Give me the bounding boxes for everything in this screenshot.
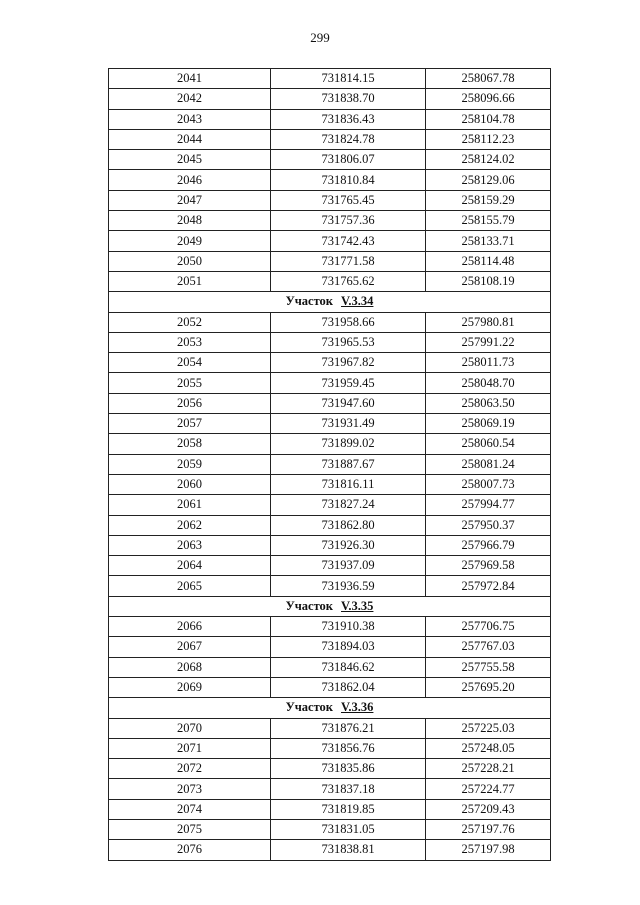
y-coordinate-cell: 257767.03 <box>426 637 551 657</box>
y-coordinate-cell: 258108.19 <box>426 271 551 291</box>
point-number-cell: 2057 <box>109 414 271 434</box>
x-coordinate-cell: 731887.67 <box>271 454 426 474</box>
y-coordinate-cell: 258155.79 <box>426 211 551 231</box>
point-number-cell: 2072 <box>109 759 271 779</box>
y-coordinate-cell: 258104.78 <box>426 109 551 129</box>
x-coordinate-cell: 731838.70 <box>271 89 426 109</box>
x-coordinate-cell: 731814.15 <box>271 69 426 89</box>
point-number-cell: 2060 <box>109 474 271 494</box>
section-label: Участок <box>285 294 334 309</box>
table-row <box>109 170 551 190</box>
x-coordinate-cell: 731827.24 <box>271 495 426 515</box>
point-number-cell: 2042 <box>109 89 271 109</box>
y-coordinate-cell: 257980.81 <box>426 312 551 332</box>
x-coordinate-cell: 731856.76 <box>271 738 426 758</box>
x-coordinate-cell: 731958.66 <box>271 312 426 332</box>
table-row <box>109 312 551 332</box>
point-number-cell: 2054 <box>109 353 271 373</box>
section-header-row <box>109 698 551 718</box>
y-coordinate-cell: 258112.23 <box>426 129 551 149</box>
x-coordinate-cell: 731967.82 <box>271 353 426 373</box>
table-row <box>109 373 551 393</box>
x-coordinate-cell: 731947.60 <box>271 393 426 413</box>
point-number-cell: 2064 <box>109 556 271 576</box>
x-coordinate-cell: 731862.04 <box>271 677 426 697</box>
y-coordinate-cell: 257994.77 <box>426 495 551 515</box>
section-header-row <box>109 596 551 616</box>
point-number-cell: 2067 <box>109 637 271 657</box>
x-coordinate-cell: 731765.62 <box>271 271 426 291</box>
x-coordinate-cell: 731765.45 <box>271 190 426 210</box>
y-coordinate-cell: 257197.76 <box>426 819 551 839</box>
y-coordinate-cell: 257209.43 <box>426 799 551 819</box>
point-number-cell: 2071 <box>109 738 271 758</box>
table-row <box>109 190 551 210</box>
y-coordinate-cell: 257755.58 <box>426 657 551 677</box>
y-coordinate-cell: 258124.02 <box>426 150 551 170</box>
coordinates-table <box>108 68 551 861</box>
x-coordinate-cell: 731757.36 <box>271 211 426 231</box>
table-row <box>109 779 551 799</box>
table-row <box>109 434 551 454</box>
point-number-cell: 2073 <box>109 779 271 799</box>
y-coordinate-cell: 257248.05 <box>426 738 551 758</box>
y-coordinate-cell: 258096.66 <box>426 89 551 109</box>
y-coordinate-cell: 258063.50 <box>426 393 551 413</box>
x-coordinate-cell: 731806.07 <box>271 150 426 170</box>
x-coordinate-cell: 731810.84 <box>271 170 426 190</box>
y-coordinate-cell: 258060.54 <box>426 434 551 454</box>
section-header <box>109 698 551 718</box>
y-coordinate-cell: 257197.98 <box>426 840 551 860</box>
table-row <box>109 89 551 109</box>
table-row <box>109 515 551 535</box>
x-coordinate-cell: 731837.18 <box>271 779 426 799</box>
table-row <box>109 556 551 576</box>
y-coordinate-cell: 258067.78 <box>426 69 551 89</box>
point-number-cell: 2045 <box>109 150 271 170</box>
table-row <box>109 251 551 271</box>
table-row <box>109 617 551 637</box>
point-number-cell: 2049 <box>109 231 271 251</box>
point-number-cell: 2055 <box>109 373 271 393</box>
y-coordinate-cell: 258114.48 <box>426 251 551 271</box>
x-coordinate-cell: 731816.11 <box>271 474 426 494</box>
table-row <box>109 414 551 434</box>
y-coordinate-cell: 258007.73 <box>426 474 551 494</box>
table-row <box>109 637 551 657</box>
point-number-cell: 2061 <box>109 495 271 515</box>
point-number-cell: 2059 <box>109 454 271 474</box>
y-coordinate-cell: 257991.22 <box>426 332 551 352</box>
section-code: V.3.34 <box>341 294 374 309</box>
x-coordinate-cell: 731899.02 <box>271 434 426 454</box>
y-coordinate-cell: 258129.06 <box>426 170 551 190</box>
point-number-cell: 2047 <box>109 190 271 210</box>
y-coordinate-cell: 258133.71 <box>426 231 551 251</box>
section-header-row <box>109 292 551 312</box>
point-number-cell: 2043 <box>109 109 271 129</box>
table-row <box>109 738 551 758</box>
x-coordinate-cell: 731937.09 <box>271 556 426 576</box>
point-number-cell: 2070 <box>109 718 271 738</box>
table-row <box>109 393 551 413</box>
point-number-cell: 2048 <box>109 211 271 231</box>
table-row <box>109 819 551 839</box>
point-number-cell: 2041 <box>109 69 271 89</box>
x-coordinate-cell: 731959.45 <box>271 373 426 393</box>
point-number-cell: 2058 <box>109 434 271 454</box>
table-row <box>109 129 551 149</box>
x-coordinate-cell: 731936.59 <box>271 576 426 596</box>
y-coordinate-cell: 257969.58 <box>426 556 551 576</box>
y-coordinate-cell: 257972.84 <box>426 576 551 596</box>
table-row <box>109 535 551 555</box>
point-number-cell: 2066 <box>109 617 271 637</box>
table-row <box>109 799 551 819</box>
x-coordinate-cell: 731742.43 <box>271 231 426 251</box>
point-number-cell: 2046 <box>109 170 271 190</box>
point-number-cell: 2068 <box>109 657 271 677</box>
section-header <box>109 596 551 616</box>
table-row <box>109 150 551 170</box>
y-coordinate-cell: 258011.73 <box>426 353 551 373</box>
y-coordinate-cell: 258048.70 <box>426 373 551 393</box>
x-coordinate-cell: 731965.53 <box>271 332 426 352</box>
table-row <box>109 677 551 697</box>
x-coordinate-cell: 731819.85 <box>271 799 426 819</box>
x-coordinate-cell: 731835.86 <box>271 759 426 779</box>
y-coordinate-cell: 257224.77 <box>426 779 551 799</box>
x-coordinate-cell: 731931.49 <box>271 414 426 434</box>
x-coordinate-cell: 731876.21 <box>271 718 426 738</box>
x-coordinate-cell: 731894.03 <box>271 637 426 657</box>
table-row <box>109 759 551 779</box>
table-row <box>109 332 551 352</box>
table-row <box>109 576 551 596</box>
table-row <box>109 109 551 129</box>
table-row <box>109 474 551 494</box>
section-header <box>109 292 551 312</box>
point-number-cell: 2062 <box>109 515 271 535</box>
point-number-cell: 2075 <box>109 819 271 839</box>
x-coordinate-cell: 731836.43 <box>271 109 426 129</box>
y-coordinate-cell: 257228.21 <box>426 759 551 779</box>
y-coordinate-cell: 258069.19 <box>426 414 551 434</box>
y-coordinate-cell: 257706.75 <box>426 617 551 637</box>
y-coordinate-cell: 257950.37 <box>426 515 551 535</box>
point-number-cell: 2050 <box>109 251 271 271</box>
table-row <box>109 495 551 515</box>
section-label: Участок <box>285 700 334 715</box>
table-row <box>109 454 551 474</box>
section-code: V.3.35 <box>341 598 374 613</box>
x-coordinate-cell: 731910.38 <box>271 617 426 637</box>
point-number-cell: 2052 <box>109 312 271 332</box>
point-number-cell: 2069 <box>109 677 271 697</box>
table-row <box>109 718 551 738</box>
x-coordinate-cell: 731824.78 <box>271 129 426 149</box>
point-number-cell: 2053 <box>109 332 271 352</box>
table-row <box>109 231 551 251</box>
table-row <box>109 840 551 860</box>
y-coordinate-cell: 258081.24 <box>426 454 551 474</box>
point-number-cell: 2056 <box>109 393 271 413</box>
table-row <box>109 657 551 677</box>
section-code: V.3.36 <box>341 700 374 715</box>
point-number-cell: 2074 <box>109 799 271 819</box>
y-coordinate-cell: 257695.20 <box>426 677 551 697</box>
x-coordinate-cell: 731838.81 <box>271 840 426 860</box>
x-coordinate-cell: 731846.62 <box>271 657 426 677</box>
coordinates-table-body <box>109 69 551 861</box>
page-number: 299 <box>310 30 330 45</box>
point-number-cell: 2065 <box>109 576 271 596</box>
point-number-cell: 2063 <box>109 535 271 555</box>
point-number-cell: 2076 <box>109 840 271 860</box>
table-row <box>109 353 551 373</box>
x-coordinate-cell: 731862.80 <box>271 515 426 535</box>
point-number-cell: 2044 <box>109 129 271 149</box>
y-coordinate-cell: 257225.03 <box>426 718 551 738</box>
point-number-cell: 2051 <box>109 271 271 291</box>
table-row <box>109 211 551 231</box>
x-coordinate-cell: 731771.58 <box>271 251 426 271</box>
section-label: Участок <box>285 598 334 613</box>
y-coordinate-cell: 257966.79 <box>426 535 551 555</box>
y-coordinate-cell: 258159.29 <box>426 190 551 210</box>
table-row <box>109 271 551 291</box>
x-coordinate-cell: 731926.30 <box>271 535 426 555</box>
table-row <box>109 69 551 89</box>
x-coordinate-cell: 731831.05 <box>271 819 426 839</box>
